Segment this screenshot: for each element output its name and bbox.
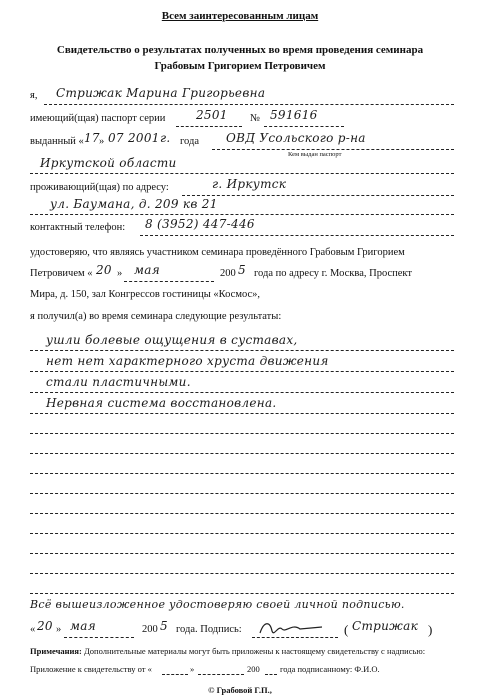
signature-name: Стрижак [352, 619, 419, 633]
closing-statement: Всё вышеизложенное удостоверяю своей личной подписью. [30, 598, 405, 611]
signature-scribble [256, 617, 326, 639]
result-line-2 [30, 371, 454, 372]
issued-day-value: 17 [84, 131, 100, 145]
result-text-3: стали пластичными. [46, 375, 191, 389]
certify-text-2c: 200 [220, 268, 236, 279]
sign-quote-close: » [56, 624, 62, 635]
certify-text-line1: удостоверяю, что являясь участником семинара проведённого Грабовым Григорием [30, 247, 405, 258]
footer-attach-year-line [265, 674, 277, 675]
sign-month-value: мая [70, 619, 96, 633]
passport-series-value: 2501 [196, 108, 228, 122]
address-underline [182, 195, 454, 196]
result-line-6 [30, 453, 454, 454]
result-line-12 [30, 573, 454, 574]
copyright: © Грабовой Г.П., [208, 685, 272, 695]
signature-paren-close: ) [428, 622, 433, 637]
footer-attach-b: » [190, 664, 195, 674]
certify-month-value: мая [134, 263, 160, 277]
sign-month-underline [64, 637, 134, 638]
certify-text-2d: года по адресу г. Москва, Проспект [254, 268, 412, 279]
result-line-9 [30, 513, 454, 514]
sign-day-value: 20 [37, 619, 53, 633]
result-line-3 [30, 392, 454, 393]
footer-attach-d: года подписанному: Ф.И.О. [280, 664, 380, 674]
certify-month-underline [124, 281, 214, 282]
result-line-8 [30, 493, 454, 494]
footer-attach-a: Приложение к свидетельству от « [30, 664, 152, 674]
result-text-4: Нервная система восстановлена. [46, 396, 277, 410]
footer-note-text: Дополнительные материалы могут быть приложены к настоящему свидетельству с надписью: [83, 646, 426, 656]
result-line-11 [30, 553, 454, 554]
result-text-1: ушли болевые ощущения в суставах, [46, 333, 298, 347]
passport-number-underline [264, 126, 344, 127]
certify-text-line3: Мира, д. 150, зал Конгрессов гостиницы «Космос», [30, 289, 261, 300]
certify-text-2b: » [117, 268, 123, 279]
footer-attach-day-line [162, 674, 188, 675]
phone-value: 8 (3952) 447-446 [145, 217, 255, 231]
full-name-value: Стрижак Марина Григорьевна [56, 86, 266, 100]
ya-label: я, [30, 90, 38, 101]
passport-label: имеющий(щая) паспорт серии [30, 113, 166, 124]
passport-series-underline [176, 126, 242, 127]
sign-year-value: 5 [160, 619, 168, 633]
issued-label: выданный « [30, 136, 84, 147]
issued-by-caption: Кем выдан паспорт [288, 151, 342, 158]
footer-note-label: Примечания: [30, 646, 82, 656]
result-line-4 [30, 413, 454, 414]
document-title-line1: Свидетельство о результатах полученных во время проведения семинара [56, 44, 424, 56]
passport-number-value: 591616 [270, 108, 318, 122]
addressee-heading: Всем заинтересованным лицам [161, 10, 319, 22]
sign-year-prefix: 200 [142, 624, 158, 635]
phone-underline [140, 235, 454, 236]
certify-text-2a: Петровичем « [30, 268, 93, 279]
result-text-2: нет нет характерного хруста движения [46, 354, 329, 368]
results-label: я получил(а) во время семинара следующие результаты: [30, 311, 282, 322]
issued-year-word: года [180, 136, 199, 147]
footer-note [30, 646, 425, 656]
footer-attach-c: 200 [247, 664, 260, 674]
address-value-2: ул. Баумана, д. 209 кв 21 [50, 197, 218, 211]
result-line-1 [30, 350, 454, 351]
sign-year-suffix: года. Подпись: [176, 624, 242, 635]
issued-date-value: 07 2001 [108, 131, 160, 145]
result-line-10 [30, 533, 454, 534]
address-value-1: г. Иркутск [212, 177, 287, 191]
issued-year-suffix: г. [160, 131, 171, 145]
sign-quote-open: « [30, 624, 36, 635]
result-line-7 [30, 473, 454, 474]
issued-by-value-1: ОВД Усольского р-на [226, 131, 366, 145]
document-title-line2: Грабовым Григорием Петровичем [154, 60, 326, 72]
issued-quote-close: » [99, 136, 105, 147]
signature-paren-open: ( [344, 622, 349, 637]
address-label: проживающий(щая) по адресу: [30, 182, 169, 193]
phone-label: контактный телефон: [30, 222, 126, 233]
name-underline [44, 104, 454, 105]
address-underline-2 [30, 214, 454, 215]
footer-attach-month-line [198, 674, 244, 675]
issued-by-underline-2 [30, 173, 454, 174]
result-line-5 [30, 433, 454, 434]
issued-by-value-2: Иркутской области [40, 156, 177, 170]
issued-by-underline [212, 149, 454, 150]
certify-day-value: 20 [96, 263, 112, 277]
result-line-13 [30, 593, 454, 594]
passport-number-label: № [250, 113, 261, 124]
certify-year-value: 5 [238, 263, 246, 277]
